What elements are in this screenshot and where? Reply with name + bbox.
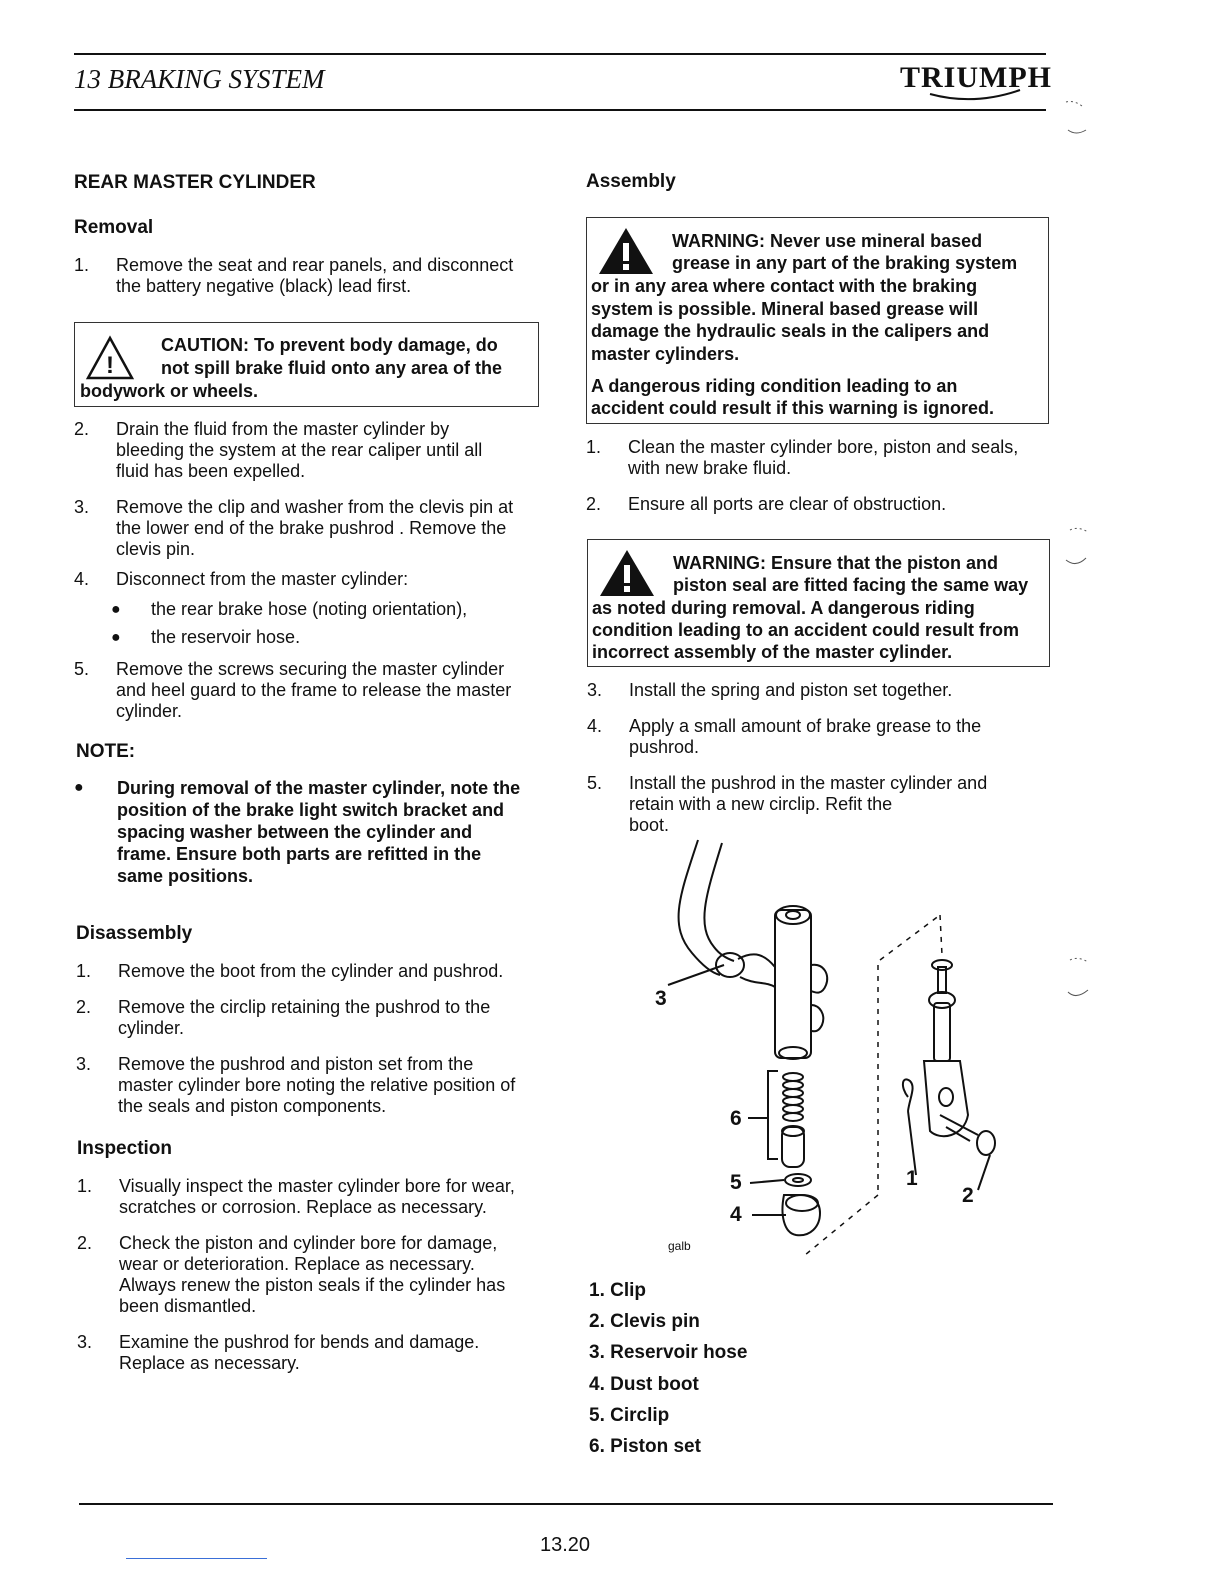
warning-box-1: WARNING: Never use mineral based grease in any part of the braking system or in any area where contact with the braking system is possible. Mineral based grease will damage the hydraulic seals in the calipers and master cylinders. A dangerous riding condition leading to an accident could result if this warning is ignored. [586, 217, 1049, 424]
legend-item-5: 5. Circlip [589, 1405, 670, 1426]
legend-item-4: 4. Dust boot [589, 1374, 699, 1395]
caution-triangle-icon [85, 335, 135, 381]
triumph-logo [900, 60, 1052, 102]
footer-link-underline [126, 1558, 267, 1559]
chapter-title: 13 BRAKING SYSTEM [74, 64, 325, 94]
cylinder-body [775, 910, 811, 1058]
diagram-label-3: 3 [655, 987, 667, 1010]
clip [903, 1079, 913, 1111]
diagram-label-1: 1 [906, 1167, 918, 1190]
header-top-rule [74, 53, 1046, 55]
legend-item-2: 2. Clevis pin [589, 1311, 700, 1332]
logo-swoosh-icon [900, 60, 1052, 102]
reservoir-hose [679, 840, 720, 975]
footer-rule [79, 1503, 1053, 1505]
diagram-label-2: 2 [962, 1184, 974, 1207]
piston-set [782, 1073, 804, 1167]
caution-box: ! CAUTION: To prevent body damage, do not spill brake fluid onto any area of the bodywork or wheels. [74, 322, 539, 407]
legend-item-6: 6. Piston set [589, 1436, 701, 1457]
section-title: REAR MASTER CYLINDER [74, 172, 316, 193]
diagram-label-6: 6 [730, 1107, 742, 1130]
warning-triangle-icon [597, 226, 655, 276]
disassembly-heading: Disassembly [76, 923, 193, 944]
legend-item-1: 1. Clip [589, 1280, 647, 1301]
pushrod [924, 960, 968, 1136]
header-bottom-rule [74, 109, 1046, 111]
note-heading: NOTE: [76, 741, 136, 762]
diagram-label-4: 4 [730, 1203, 742, 1226]
page-number: 13.20 [540, 1534, 591, 1556]
warning-box-2: WARNING: Ensure that the piston and piston seal are fitted facing the same way as noted during removal. A dangerous riding condition leading to an accident could result from incorrect assembly of the master cylinder. [587, 539, 1050, 667]
dust-boot [783, 1195, 821, 1235]
margin-scan-marks [1060, 90, 1100, 1090]
diagram-code: galb [668, 1239, 691, 1253]
inspection-heading: Inspection [77, 1138, 173, 1159]
removal-heading: Removal [74, 217, 154, 238]
assembly-heading: Assembly [586, 171, 676, 192]
logo-wordmark: TRIUMPH [900, 61, 1052, 94]
svg-text:!: ! [106, 352, 114, 379]
circlip [785, 1174, 811, 1186]
legend-item-3: 3. Reservoir hose [589, 1342, 748, 1363]
warning-triangle-icon [598, 548, 656, 598]
master-cylinder-exploded-diagram [640, 835, 1020, 1265]
diagram-label-5: 5 [730, 1171, 742, 1194]
